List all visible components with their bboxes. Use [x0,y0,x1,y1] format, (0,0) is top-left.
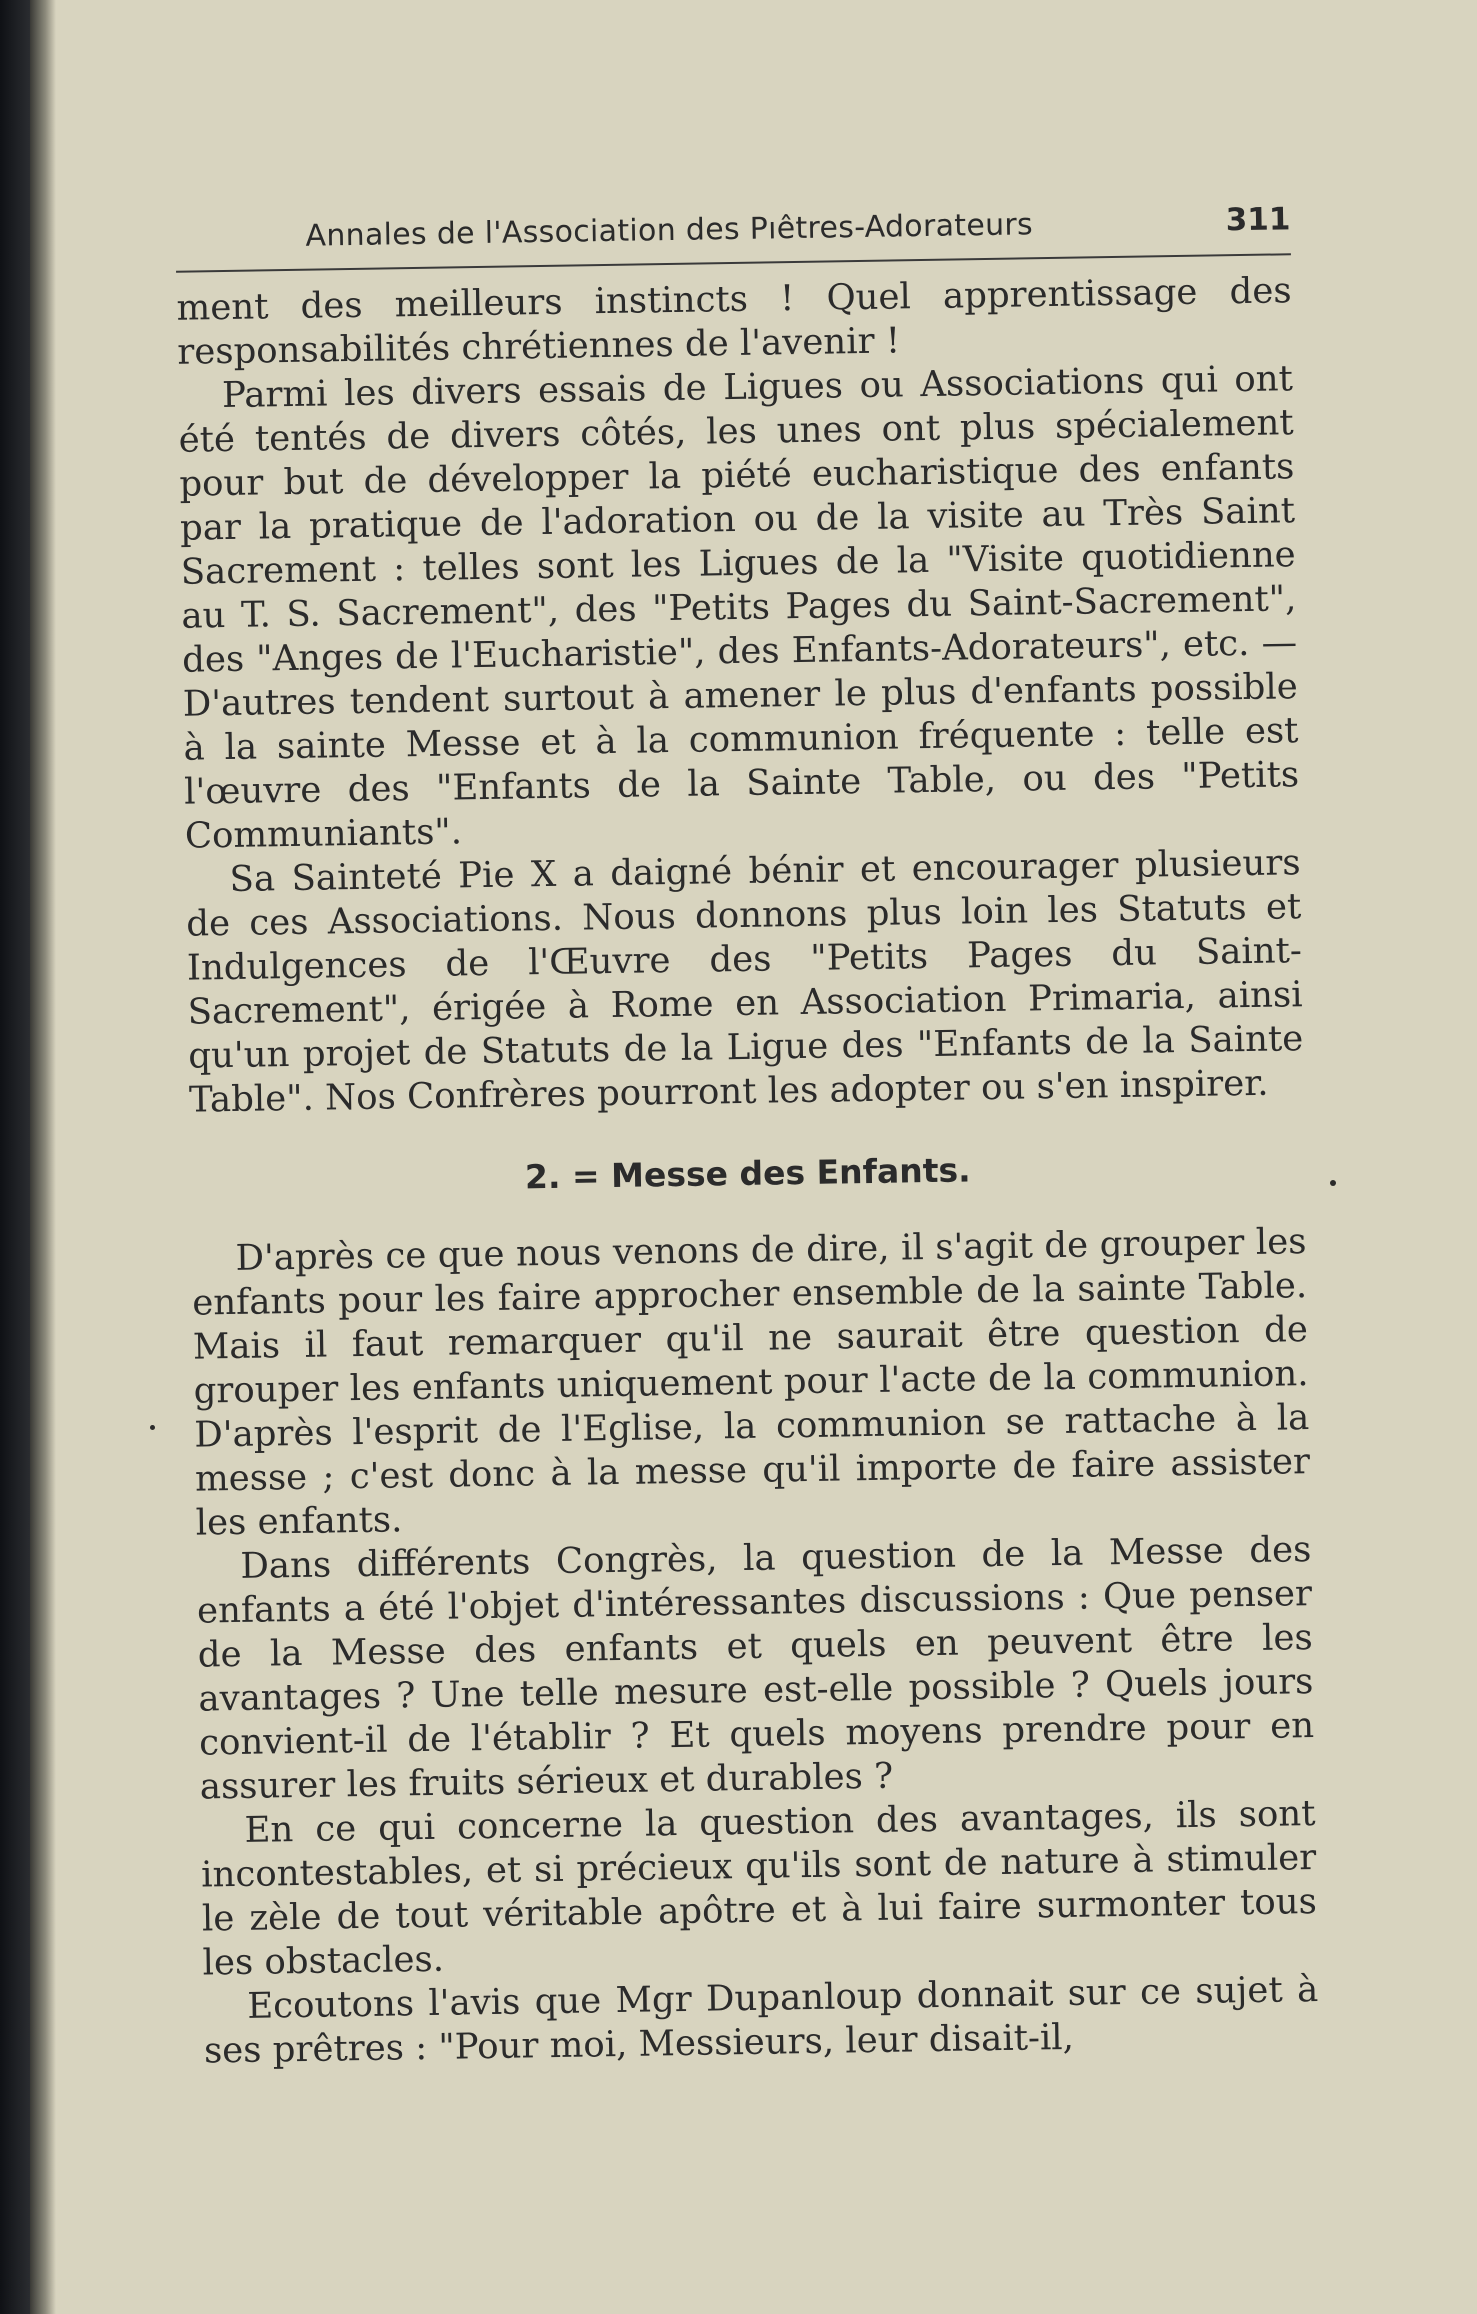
page-number: 311 [1225,201,1291,239]
section-heading: 2. = Messe des Enfants. [524,1150,971,1197]
paragraph-3: Sa Sainteté Pie X a daigné bénir et encourager plusieurs de ces Associations. Nous donnons plus loin les Statuts et Indulgences de l'Œuvre des "Petits Pages du Saint-Sacrement", érigée à Rome en Association Primaria, ainsi qu'un projet de Statuts de la Ligue des "Enfants de la Sainte Table". Nos Confrères pourront les adopter ou s'en inspirer. [185,842,1304,1121]
book-page [30,0,1477,2314]
paragraph-5: Dans différents Congrès, la question de la Messe des enfants a été l'objet d'intéressantes discussions : Que penser de la Messe des enfants et quels en peuvent être les avantages ? Une telle mesure est-elle possible ? Quels jours convient-il de l'établir ? Et quels moyens prendre pour en assurer les fruits sérieux et durables ? [196,1529,1315,1808]
paragraph-1: ment des meilleurs instincts ! Quel apprentissage des responsabilités chrétiennes de l'avenir ! [176,270,1292,373]
book-edge [0,0,30,2314]
paper-speck [150,1425,155,1430]
running-title: Annales de l'Association des Pıêtres-Adorateurs [305,207,1034,254]
page-content [175,191,1319,2073]
paragraph-4: D'après ce que nous venons de dire, il s'agit de grouper les enfants pour les faire approcher ensemble de la sainte Table. Mais il faut remarquer qu'il ne saurait être question de grouper les enfants uniquement pour l'acte de la communion. D'après l'esprit de l'Eglise, la communion se rattache à la messe ; c'est donc à la messe qu'il importe de faire assister les enfants. [191,1221,1311,1544]
paragraph-2: Parmi les divers essais de Ligues ou Associations qui ont été tentés de divers côtés, les unes ont plus spécialement pour but de développer la piété eucharistique des enfants par la pratique de l'adoration ou de la visite au Très Saint Sacrement : telles sont les Ligues de la "Visite quotidienne au T. S. Sacrement", des "Petits Pages du Saint-Sacrement", des "Anges de l'Eucharistie", des Enfants-Adorateurs", etc. — D'autres tendent surtout à amener le plus d'enfants possible à la sainte Messe et à la communion fréquente : telle est l'œuvre des "Enfants de la Sainte Table, ou des "Petits Communiants". [178,358,1300,857]
paragraph-6: En ce qui concerne la question des avantages, ils sont incontestables, et si précieux qu'ils sont de nature à stimuler le zèle de tout véritable apôtre et à lui faire surmonter tous les obstacles. [200,1793,1318,1984]
paragraph-7: Ecoutons l'avis que Mgr Dupanloup donnait sur ce sujet à ses prêtres : "Pour moi, Messieurs, leur disait-il, [203,1969,1319,2072]
spine-shadow [30,0,56,2314]
paper-speck [1330,1180,1336,1186]
running-head [175,191,1291,271]
